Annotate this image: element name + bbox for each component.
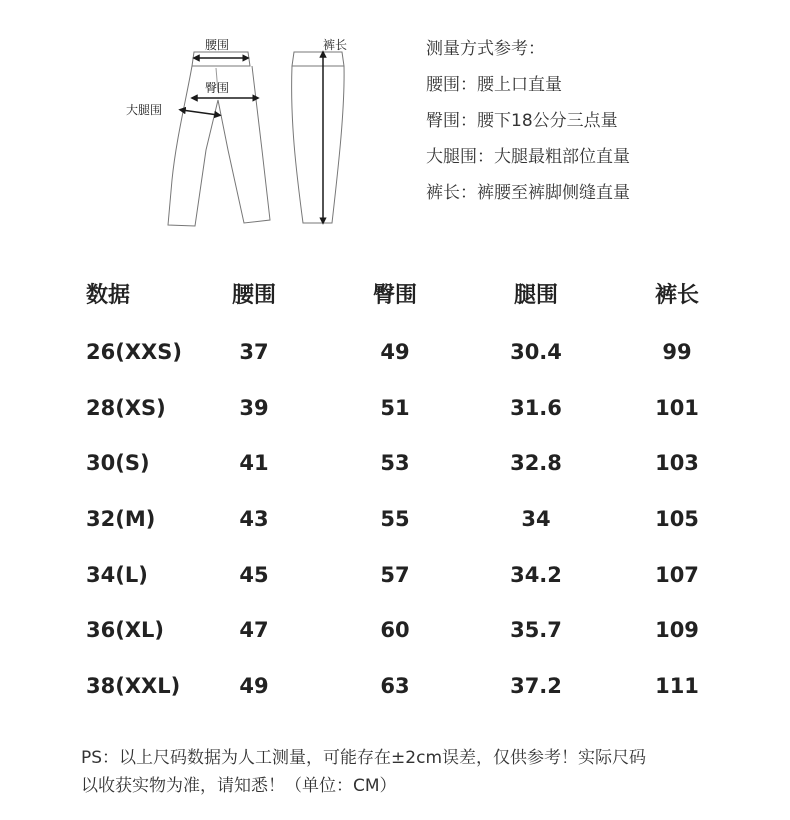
hip-cell: 57 <box>380 562 410 587</box>
pants-illustration <box>110 30 370 240</box>
thigh-cell: 32.8 <box>510 451 562 476</box>
hip-cell: 53 <box>380 451 410 476</box>
table-row <box>0 660 790 716</box>
length-cell: 101 <box>655 395 699 420</box>
waist-cell: 39 <box>239 395 269 420</box>
length-cell: 103 <box>655 451 699 476</box>
header-size: 数据 <box>86 283 131 308</box>
side-pants-drawing <box>292 52 344 223</box>
thigh-arrow <box>182 110 218 115</box>
thigh-cell: 35.7 <box>510 618 562 643</box>
size-cell: 26(XXS) <box>86 340 182 364</box>
thigh-cell: 34 <box>521 507 551 532</box>
table-row <box>0 326 790 382</box>
table-row <box>0 382 790 438</box>
legend-item-length: 裤长：裤腰至裤脚侧缝直量 <box>426 183 630 203</box>
waist-cell: 41 <box>239 451 269 476</box>
thigh-cell: 37.2 <box>510 674 562 699</box>
length-label: 裤长 <box>323 38 348 52</box>
size-cell: 28(XS) <box>86 395 166 420</box>
disclaimer-note <box>81 744 771 800</box>
table-header-row <box>0 270 790 326</box>
hip-cell: 60 <box>380 618 410 643</box>
length-cell: 107 <box>655 562 699 587</box>
legend-title: 测量方式参考： <box>426 39 545 59</box>
size-table <box>0 270 790 716</box>
waist-cell: 37 <box>239 340 269 364</box>
table-row <box>0 493 790 549</box>
size-cell: 34(L) <box>86 562 148 587</box>
table-row <box>0 437 790 493</box>
thigh-cell: 30.4 <box>510 340 562 364</box>
legend-item-thigh: 大腿围：大腿最粗部位直量 <box>426 147 630 167</box>
header-hip: 臀围 <box>372 283 417 308</box>
table-row <box>0 604 790 660</box>
length-cell: 109 <box>655 618 699 643</box>
length-cell: 105 <box>655 507 699 532</box>
hip-cell: 49 <box>380 340 410 364</box>
waist-label: 腰围 <box>205 38 230 52</box>
header-length: 裤长 <box>654 283 699 308</box>
front-pants-drawing <box>168 52 270 226</box>
waist-cell: 49 <box>239 674 269 699</box>
legend-item-hip: 臀围：腰下18公分三点量 <box>426 111 618 131</box>
measurement-legend <box>426 36 630 216</box>
hip-cell: 51 <box>380 395 410 420</box>
waist-cell: 45 <box>239 562 269 587</box>
size-cell: 36(XL) <box>86 618 164 643</box>
size-cell: 30(S) <box>86 451 150 476</box>
hip-label: 臀围 <box>205 81 230 95</box>
table-row <box>0 549 790 605</box>
thigh-cell: 31.6 <box>510 395 562 420</box>
waist-cell: 43 <box>239 507 269 532</box>
legend-item-waist: 腰围：腰上口直量 <box>426 75 562 95</box>
hip-cell: 55 <box>380 507 410 532</box>
length-cell: 111 <box>655 674 699 699</box>
waist-cell: 47 <box>239 618 269 643</box>
measurement-diagram <box>110 30 370 240</box>
disclaimer-line-2: 以收获实物为准，请知悉！（单位：CM） <box>81 776 397 796</box>
size-cell: 38(XXL) <box>86 674 181 699</box>
disclaimer-line-1: PS：以上尺码数据为人工测量，可能存在±2cm误差，仅供参考！实际尺码 <box>81 748 647 768</box>
header-thigh: 腿围 <box>513 283 558 308</box>
header-waist: 腰围 <box>231 283 276 308</box>
thigh-label: 大腿围 <box>126 103 163 117</box>
length-cell: 99 <box>662 340 692 364</box>
size-cell: 32(M) <box>86 507 156 532</box>
hip-cell: 63 <box>380 674 410 699</box>
thigh-cell: 34.2 <box>510 562 562 587</box>
